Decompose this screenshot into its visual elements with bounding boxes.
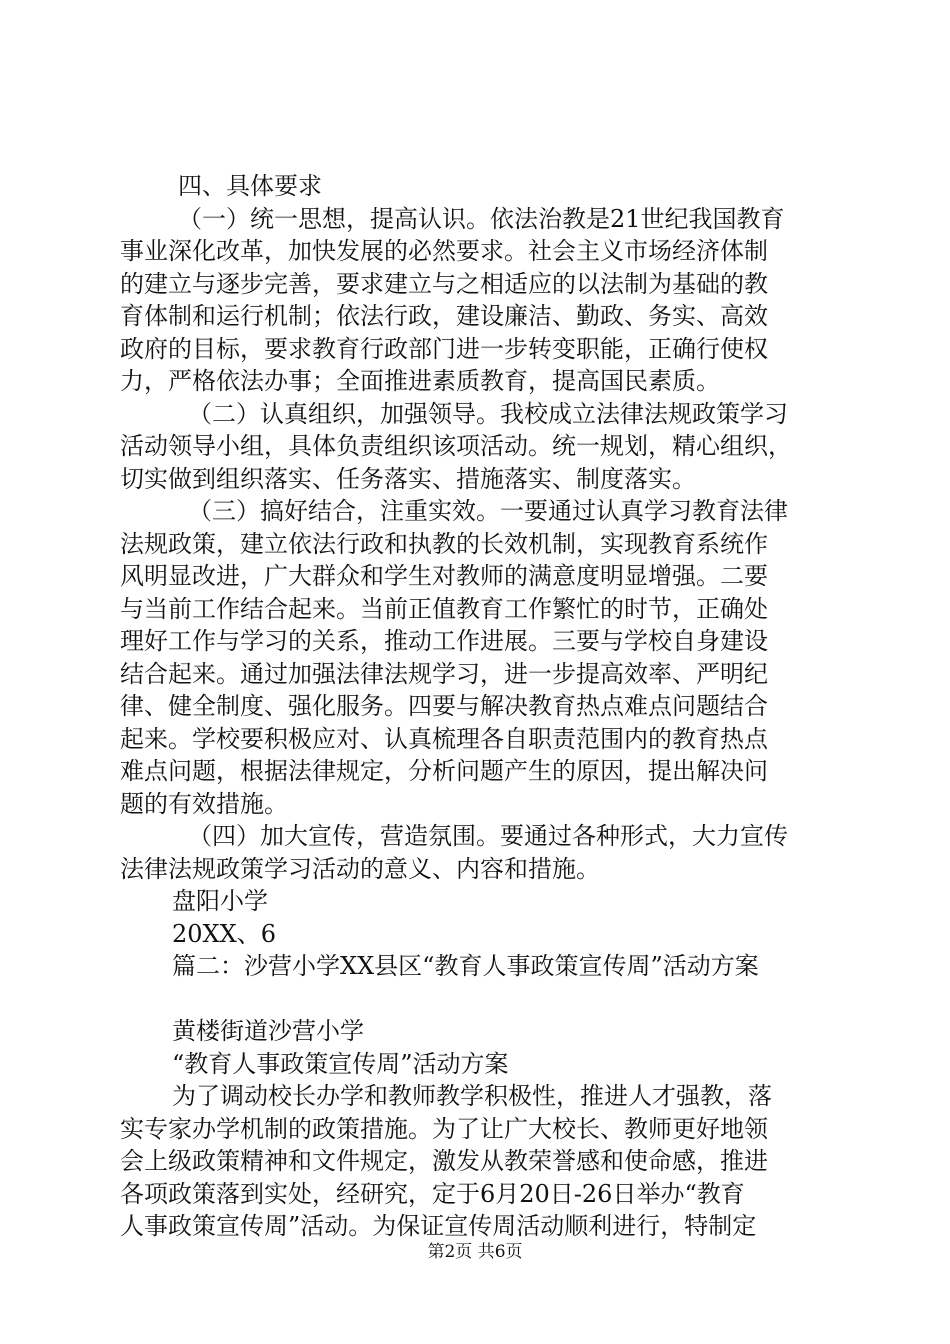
text-line: 与当前工作结合起来。当前正值教育工作繁忙的时节，正确处 (120, 594, 768, 623)
text-line: 政府的目标，要求教育行政部门进一步转变职能，正确行使权 (120, 334, 768, 363)
text-line: 切实做到组织落实、任务落实、措施落实、制度落实。 (120, 464, 696, 493)
blank-line (120, 983, 832, 1016)
text-line: （三）搞好结合，注重实效。一要通过认真学习教育法律 (188, 497, 788, 525)
text-line: 力，严格依法办事；全面推进素质教育，提高国民素质。 (120, 367, 720, 395)
text-line: “教育人事政策宣传周”活动方案 (172, 1049, 509, 1078)
text-line: 为了调动校长办学和教师教学积极性，推进人才强教，落 (172, 1082, 772, 1110)
text-line: 的建立与逐步完善，要求建立与之相适应的以法制为基础的教 (120, 269, 768, 298)
text-line: 法律法规政策学习活动的意义、内容和措施。 (120, 854, 600, 883)
text-line: 事业深化改革，加快发展的必然要求。社会主义市场经济体制 (120, 237, 768, 265)
text-line: 起来。学校要积极应对、认真梳理各自职责范围内的教育热点 (120, 724, 768, 753)
page-footer: 第2页 共6页 (427, 1242, 523, 1262)
text-line: 律、健全制度、强化服务。四要与解决教育热点难点问题结合 (120, 692, 768, 720)
document-body (120, 170, 832, 1243)
text-line: 理好工作与学习的关系，推动工作进展。三要与学校自身建设 (120, 627, 768, 655)
text-line: 活动领导小组，具体负责组织该项活动。统一规划，精心组织， (120, 432, 792, 460)
text-line: 会上级政策精神和文件规定，激发从教荣誉感和使命感，推进 (120, 1147, 768, 1175)
text-line: （四）加大宣传，营造氛围。要通过各种形式，大力宣传 (188, 822, 788, 850)
text-line: 育体制和运行机制；依法行政，建设廉洁、勤政、务实、高效 (120, 302, 768, 330)
text-line: 难点问题，根据法律规定，分析问题产生的原因，提出解决问 (120, 757, 768, 785)
text-line: 篇二：沙营小学XX县区“教育人事政策宣传周”活动方案 (172, 952, 759, 980)
text-line: 题的有效措施。 (120, 789, 288, 818)
text-line: （一）统一思想，提高认识。依法治教是21世纪我国教育 (178, 204, 785, 233)
text-line: 盘阳小学 (172, 887, 268, 915)
text-line: 各项政策落到实处，经研究，定于6月20日-26日举办“教育 (120, 1179, 745, 1208)
text-line: 人事政策宣传周”活动。为保证宣传周活动顺利进行，特制定 (120, 1212, 757, 1240)
text-line: 法规政策，建立依法行政和执教的长效机制，实现教育系统作 (120, 529, 768, 558)
text-line: 实专家办学机制的政策措施。为了让广大校长、教师更好地领 (120, 1114, 768, 1143)
text-line: 结合起来。通过加强法律法规学习，进一步提高效率、严明纪 (120, 659, 768, 688)
text-line: 风明显改进，广大群众和学生对教师的满意度明显增强。二要 (120, 562, 768, 590)
text-line: 黄楼街道沙营小学 (172, 1017, 364, 1045)
text-line: 20XX、6 (172, 919, 276, 948)
text-line: 四、具体要求 (178, 172, 322, 200)
text-line: （二）认真组织，加强领导。我校成立法律法规政策学习 (188, 399, 788, 428)
